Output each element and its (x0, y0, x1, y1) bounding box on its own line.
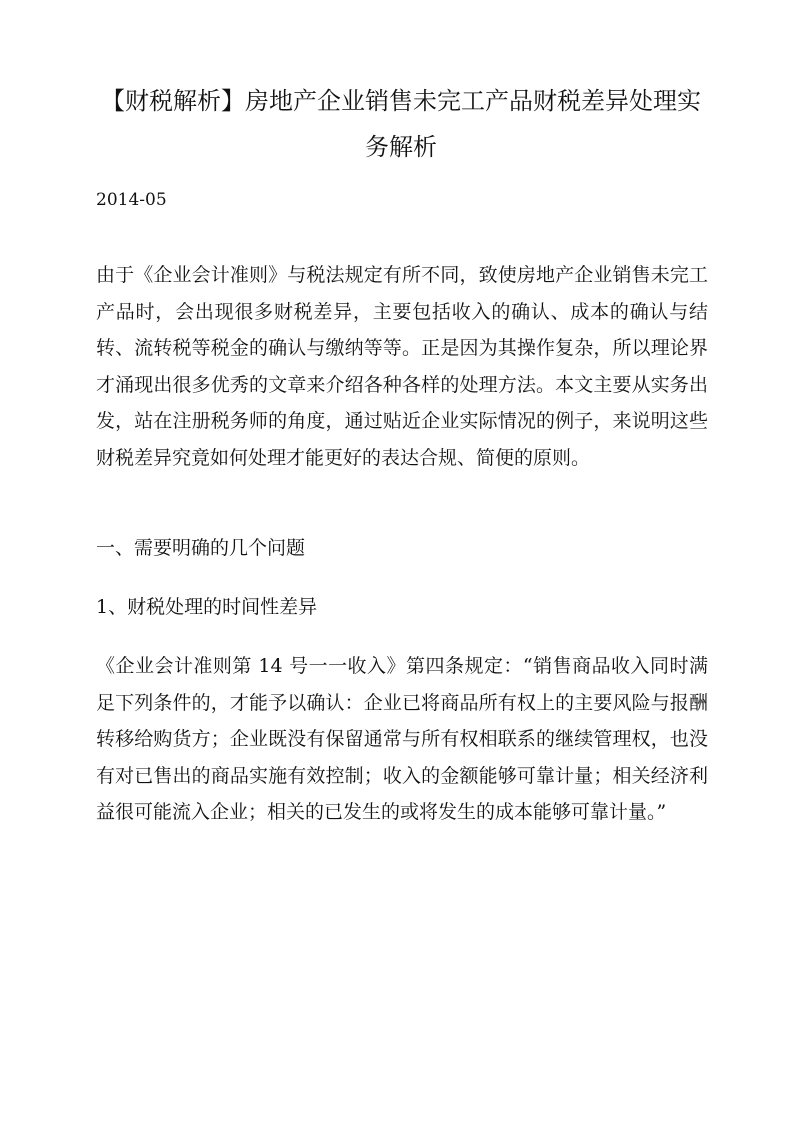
document-date: 2014-05 (96, 190, 167, 210)
intro-paragraph: 由于《企业会计准则》与税法规定有所不同，致使房地产企业销售未完工产品时，会出现很多财税差异，主要包括收入的确认、成本的确认与结转、流转税等税金的确认与缴纳等等。正是因为其操作复杂，所以理论界才涌现出很多优秀的文章来介绍各种各样的处理方法。本文主要从实务出发，站在注册税务师的角度，通过贴近企业实际情况的例子，来说明这些财税差异究竟如何处理才能更好的表达合规、简便的原则。 (96, 264, 708, 469)
subsection-heading: 1、财税处理的时间性差异 (96, 596, 318, 618)
quote-paragraph: 《企业会计准则第 14 号一一收入》第四条规定：“销售商品收入同时满足下列条件的，才能予以确认：企业已将商品所有权上的主要风险与报酬转移给购货方；企业既没有保留通常与所有权相联系的继续管理权，也没有对已售出的商品实施有效控制；收入的金额能够可靠计量；相关经济利益很可能流入企业；相关的已发生的或将发生的成本能够可靠计量。” (96, 655, 708, 823)
section-heading: 一、需要明确的几个问题 (96, 537, 306, 559)
document-title: 【财税解析】房地产企业销售未完工产品财税差异处理实务解析 (101, 87, 701, 161)
